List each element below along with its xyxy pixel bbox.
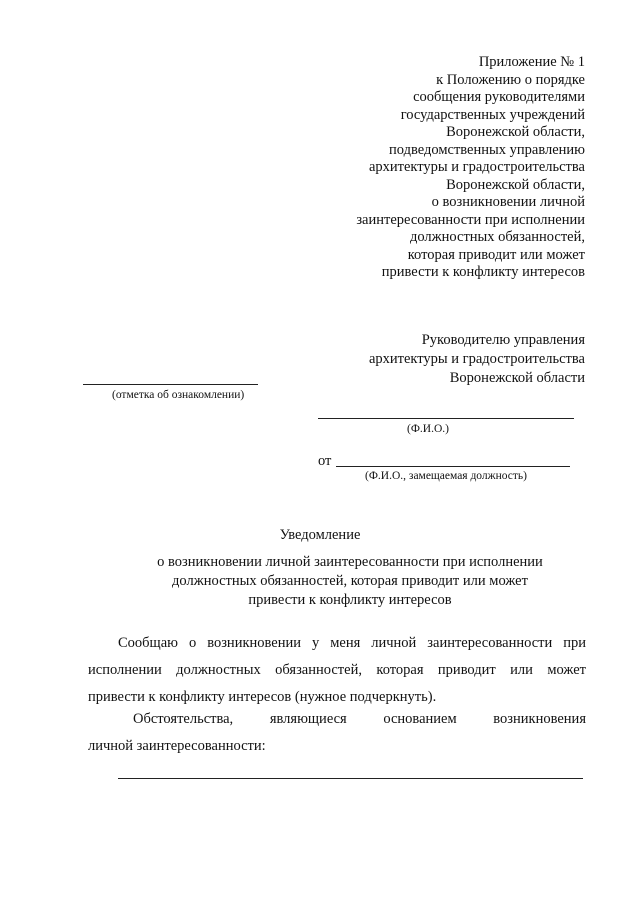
addressee-line: архитектуры и градостроительства xyxy=(368,351,585,367)
appendix-line: сообщения руководителями xyxy=(413,89,585,105)
appendix-line: государственных учреждений xyxy=(400,106,585,123)
paragraph-line: личной заинтересованности: xyxy=(88,738,266,754)
paragraph-line: привести к конфликту интересов (нужное подчеркнуть). xyxy=(88,689,437,705)
paragraph-line: Обстоятельства, являющиеся основанием возникновения xyxy=(133,711,586,727)
acknowledgement-caption: (отметка об ознакомлении) xyxy=(112,389,245,401)
paragraph-statement xyxy=(88,630,586,711)
circumstances-line[interactable] xyxy=(118,778,583,779)
subtitle-line: привести к конфликту интересов xyxy=(248,592,452,608)
paragraph-line: Сообщаю о возникновении у меня личной заинтересованности при xyxy=(118,635,586,651)
subtitle-line: о возникновении личной заинтересованности при исполнении xyxy=(157,554,543,570)
appendix-line: подведомственных управлению xyxy=(389,141,585,158)
sender-prefix: от xyxy=(318,453,332,469)
sender-caption: (Ф.И.О., замещаемая должность) xyxy=(365,470,527,482)
addressee-block xyxy=(285,331,585,388)
addressee-line: Руководителю управления xyxy=(421,332,585,348)
appendix-line: Приложение № 1 xyxy=(478,54,585,70)
notice-subtitle xyxy=(100,553,600,610)
paragraph-line: исполнении должностных обязанностей, которая приводит или может xyxy=(88,662,586,678)
acknowledgement-line[interactable] xyxy=(83,384,258,385)
subtitle-line: должностных обязанностей, которая приводит или может xyxy=(172,573,528,589)
appendix-line: Воронежской области, xyxy=(446,176,585,193)
appendix-line: которая приводит или может xyxy=(407,246,585,263)
appendix-line: Воронежской области, xyxy=(446,124,585,140)
appendix-line: привести к конфликту интересов xyxy=(381,264,585,280)
addressee-line: Воронежской области xyxy=(449,370,585,386)
recipient-name-caption: (Ф.И.О.) xyxy=(407,423,449,435)
appendix-header xyxy=(285,54,585,282)
paragraph-circumstances xyxy=(88,706,586,760)
appendix-line: заинтересованности при исполнении xyxy=(356,211,585,228)
recipient-name-line[interactable] xyxy=(318,418,574,419)
sender-line[interactable] xyxy=(336,466,570,467)
appendix-line: к Положению о порядке xyxy=(436,71,585,88)
appendix-line: архитектуры и градостроительства xyxy=(368,159,585,175)
notice-title: Уведомление xyxy=(279,527,361,543)
appendix-line: должностных обязанностей, xyxy=(409,229,585,245)
appendix-line: о возникновении личной xyxy=(431,194,585,210)
